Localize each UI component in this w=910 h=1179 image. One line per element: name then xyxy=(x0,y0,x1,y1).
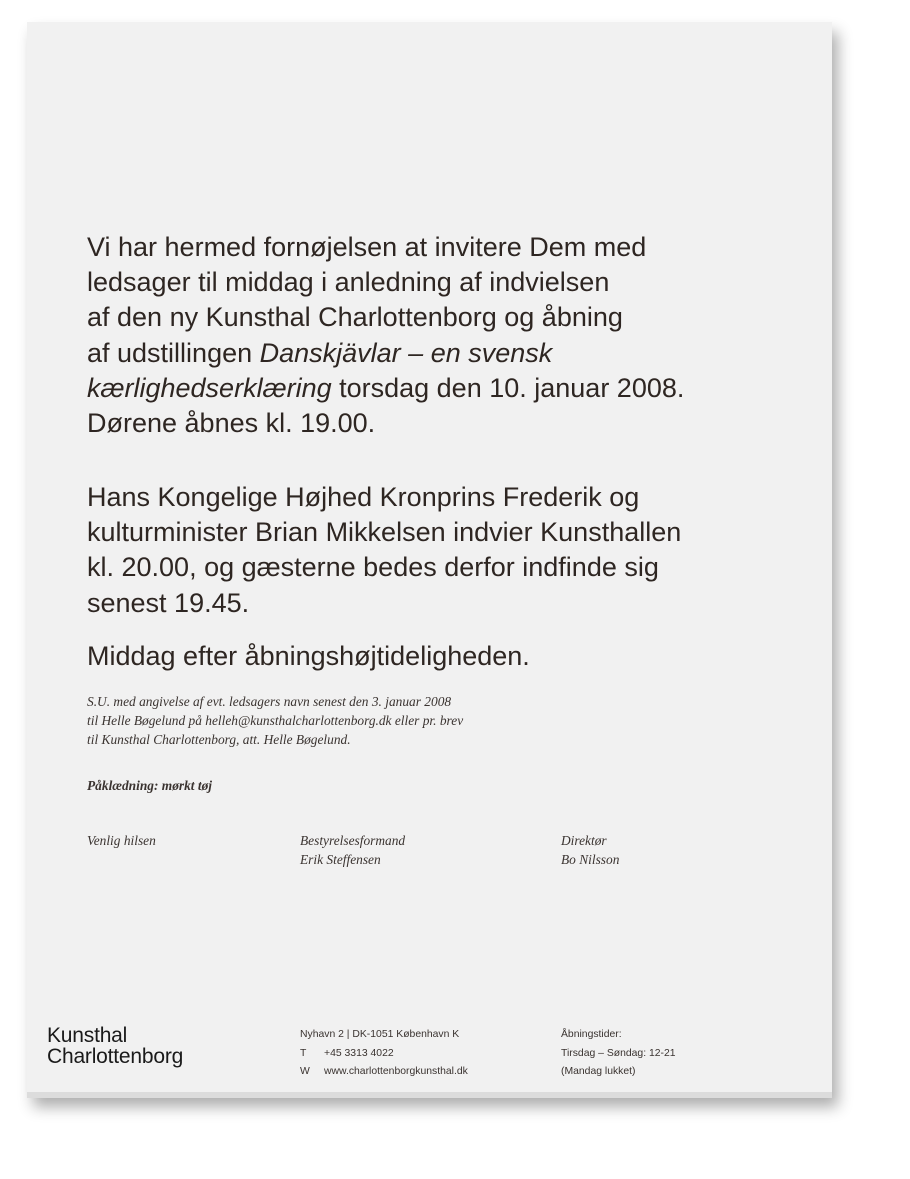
signature-greeting: Venlig hilsen xyxy=(87,833,156,848)
rsvp-note xyxy=(87,692,463,749)
text-line: kulturminister Brian Mikkelsen indvier Kunsthallen xyxy=(87,517,682,548)
signature-title: Bestyrelsesformand xyxy=(300,833,406,848)
inauguration-paragraph xyxy=(87,480,807,621)
closed-note: (Mandag lukket) xyxy=(561,1066,636,1077)
contact-info xyxy=(300,1026,468,1082)
text-segment: torsdag den 10. januar 2008. xyxy=(331,372,685,403)
text-line: Vi har hermed fornøjelsen at invitere Dem med xyxy=(87,232,647,262)
text-line: Hans Kongelige Højhed Kronprins Frederik og xyxy=(87,482,640,512)
text-line: til Helle Bøgelund på helleh@kunsthalcharlottenborg.dk eller pr. brev xyxy=(87,713,464,728)
exhibition-title: Danskjävlar – en svensk xyxy=(259,337,553,368)
opening-hours xyxy=(561,1026,676,1082)
signature-director xyxy=(561,831,619,869)
logo-line: Kunsthal xyxy=(47,1024,128,1047)
web-label: W xyxy=(300,1066,310,1077)
phone-number: +45 3313 4022 xyxy=(324,1047,394,1059)
text-line xyxy=(87,336,807,371)
dress-code: Påklædning: mørkt tøj xyxy=(87,778,212,793)
kunsthal-logo xyxy=(47,1025,183,1067)
text-line: af den ny Kunsthal Charlottenborg og åbning xyxy=(87,302,623,333)
exhibition-title: kærlighedserklæring xyxy=(87,372,332,403)
signature-name: Erik Steffensen xyxy=(300,852,381,867)
text-line: ledsager til middag i anledning af indvielsen xyxy=(87,267,610,298)
phone-line xyxy=(300,1045,468,1064)
text-line: kl. 20.00, og gæsterne bedes derfor indfinde sig xyxy=(87,552,659,583)
card-edge xyxy=(27,1092,832,1098)
address-line: Nyhavn 2 | DK-1051 København K xyxy=(300,1029,460,1040)
text-line: til Kunsthal Charlottenborg, att. Helle Bøgelund. xyxy=(87,732,351,747)
signature-title: Direktør xyxy=(561,833,607,848)
invitation-paragraph xyxy=(87,230,807,441)
signature-chair xyxy=(300,831,405,869)
logo-line: Charlottenborg xyxy=(47,1045,184,1068)
hours-title: Åbningstider: xyxy=(561,1029,622,1040)
phone-label: T xyxy=(300,1047,307,1059)
invitation-card xyxy=(27,22,832,1097)
web-line xyxy=(300,1063,468,1082)
text-line: senest 19.45. xyxy=(87,587,250,618)
website: www.charlottenborgkunsthal.dk xyxy=(324,1066,468,1077)
text-segment: af udstillingen xyxy=(87,337,260,368)
text-line: S.U. med angivelse af evt. ledsagers navn senest den 3. januar 2008 xyxy=(87,694,452,709)
hours-value: Tirsdag – Søndag: 12-21 xyxy=(561,1047,676,1059)
dinner-paragraph: Middag efter åbningshøjtideligheden. xyxy=(87,641,530,671)
text-line: Dørene åbnes kl. 19.00. xyxy=(87,408,376,439)
signature-name: Bo Nilsson xyxy=(561,852,620,867)
text-line xyxy=(87,371,807,406)
